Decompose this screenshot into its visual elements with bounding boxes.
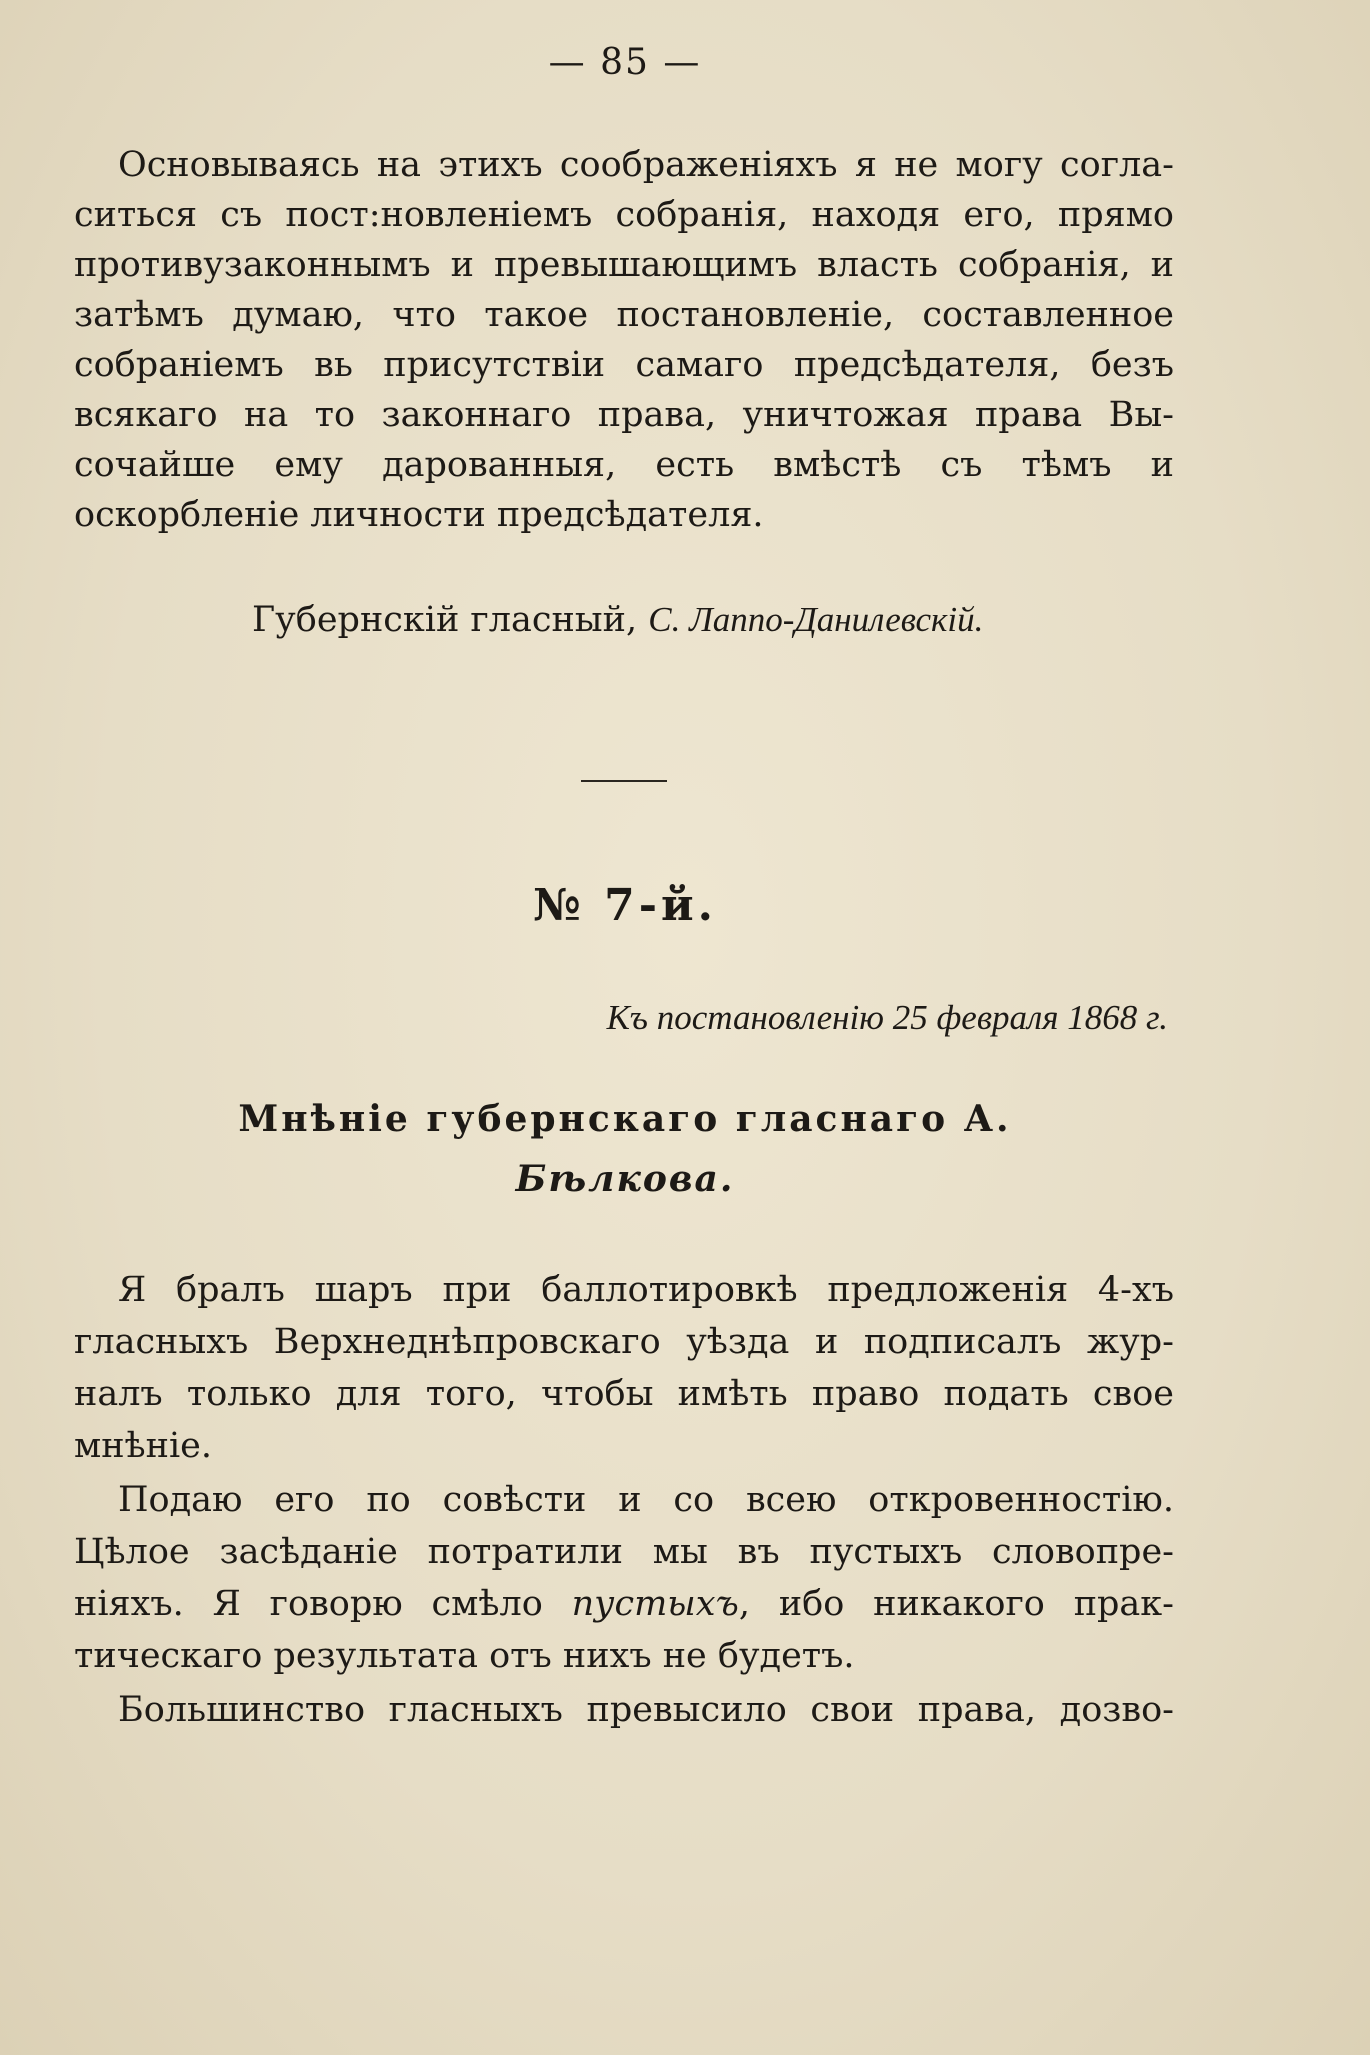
text-line: Подаю его по совѣсти и со всею откровенностію. [118, 1480, 1174, 1520]
signature-title: Губернскій гласный, [252, 600, 638, 640]
text-line: гласныхъ Верхнеднѣпровскаго уѣзда и подписалъ жур- [74, 1322, 1174, 1362]
text-line: сочайше ему дарованныя, есть вмѣстѣ съ тѣмъ и [74, 445, 1174, 485]
italic-word: пустыхъ [571, 1584, 739, 1624]
text-line: мнѣніе. [74, 1426, 213, 1466]
text-line: Большинство гласныхъ превысило свои права, дозво- [118, 1690, 1174, 1730]
page-number: — 85 — [548, 42, 702, 83]
section-divider [581, 780, 667, 782]
text-line: противузаконнымъ и превышающимъ власть собранія, и [74, 245, 1174, 285]
text-line: всякаго на то законнаго права, уничтожая права Вы- [74, 395, 1174, 435]
text-line: Я бралъ шаръ при баллотировкѣ предложенія 4-хъ [118, 1270, 1174, 1310]
text-line: собраніемъ вь присутствіи самаго предсѣдателя, безъ [74, 345, 1174, 385]
text-line: тическаго результата отъ нихъ не будетъ. [74, 1636, 855, 1676]
text-line: оскорбленіе личности предсѣдателя. [74, 495, 764, 535]
reference-line: Къ постановленію 25 февраля 1868 г. [606, 998, 1168, 1037]
text-span: , ибо никакого прак- [738, 1584, 1174, 1624]
text-line: затѣмъ думаю, что такое постановленіе, составленное [74, 295, 1174, 335]
text-line: Основываясь на этихъ соображеніяхъ я не могу согла- [118, 145, 1174, 185]
signature [252, 600, 983, 640]
section-heading-author: Бѣлкова. [515, 1158, 735, 1200]
text-line-mixed [74, 1579, 1174, 1629]
text-span: ніяхъ. Я говорю смѣло [74, 1584, 543, 1624]
text-line: налъ только для того, чтобы имѣть право подать свое [74, 1374, 1174, 1414]
signature-name: С. Лаппо-Данилевскій. [648, 600, 984, 639]
text-line: Цѣлое засѣданіе потратили мы въ пустыхъ словопре- [74, 1532, 1174, 1572]
section-heading: Мнѣніе губернскаго гласнаго А. [238, 1098, 1012, 1140]
document-number: № 7-й. [533, 880, 717, 931]
text-line: ситься съ пост:новленіемъ собранія, находя его, прямо [74, 195, 1174, 235]
